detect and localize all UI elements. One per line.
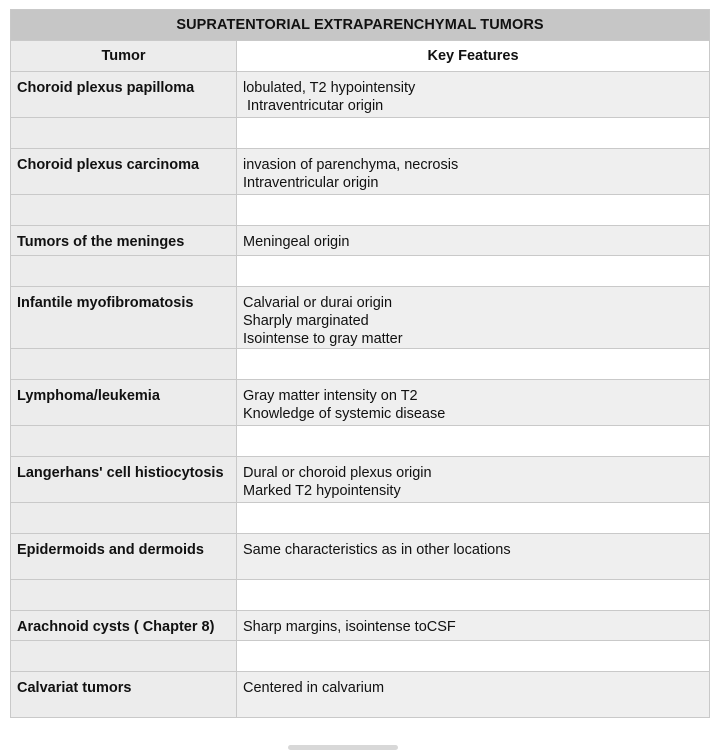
spacer-row	[11, 426, 710, 457]
features-list	[237, 287, 709, 348]
spacer-cell	[11, 503, 237, 534]
tumor-cell	[11, 149, 237, 195]
spacer-cell	[237, 426, 710, 457]
features-list	[237, 672, 709, 697]
table-row	[11, 149, 710, 195]
spacer-row	[11, 118, 710, 149]
spacer-cell	[11, 256, 237, 287]
table-row	[11, 672, 710, 718]
spacer-cell	[11, 580, 237, 611]
features-list	[237, 380, 709, 423]
spacer-cell	[237, 580, 710, 611]
table-row	[11, 287, 710, 349]
feature-line: Dural or choroid plexus origin	[243, 465, 432, 481]
features-list	[237, 72, 709, 115]
spacer-cell	[11, 349, 237, 380]
features-cell	[237, 380, 710, 426]
spacer-row	[11, 349, 710, 380]
spacer-row	[11, 503, 710, 534]
tumor-table	[10, 9, 710, 718]
table-row	[11, 457, 710, 503]
tumor-name: Tumors of the meninges	[17, 234, 185, 250]
tumor-cell	[11, 457, 237, 503]
features-list	[237, 149, 709, 192]
features-cell	[237, 611, 710, 641]
features-cell	[237, 672, 710, 718]
feature-line: invasion of parenchyma, necrosis	[243, 157, 459, 173]
spacer-row	[11, 641, 710, 672]
tumor-cell	[11, 380, 237, 426]
table-title: SUPRATENTORIAL EXTRAPARENCHYMAL TUMORS	[11, 10, 710, 41]
spacer-cell	[237, 256, 710, 287]
tumor-name: Lymphoma/leukemia	[17, 388, 160, 404]
table-row	[11, 611, 710, 641]
spacer-cell	[237, 195, 710, 226]
spacer-cell	[237, 349, 710, 380]
feature-line: Centered in calvarium	[243, 680, 385, 696]
table-row	[11, 226, 710, 256]
tumor-cell	[11, 226, 237, 256]
header-key-features: Key Features	[237, 41, 710, 72]
spacer-cell	[11, 195, 237, 226]
spacer-row	[11, 195, 710, 226]
header-tumor: Tumor	[11, 41, 237, 72]
tumor-name: Choroid plexus carcinoma	[17, 157, 200, 173]
feature-line: Knowledge of systemic disease	[243, 406, 446, 422]
features-list	[237, 534, 709, 559]
features-cell	[237, 287, 710, 349]
tumor-name: Calvariat tumors	[17, 680, 132, 696]
features-list	[237, 226, 709, 251]
spacer-cell	[11, 641, 237, 672]
table-row	[11, 380, 710, 426]
feature-line: Intraventricular origin	[243, 175, 379, 191]
table-row	[11, 534, 710, 580]
spacer-cell	[237, 641, 710, 672]
tumor-name: Epidermoids and dermoids	[17, 542, 204, 558]
tumor-name: Langerhans' cell histiocytosis	[17, 465, 224, 481]
tumor-cell	[11, 534, 237, 580]
feature-line: lobulated, T2 hypointensity	[243, 80, 416, 96]
features-cell	[237, 72, 710, 118]
tumor-cell	[11, 611, 237, 641]
feature-line: Calvarial or durai origin	[243, 295, 393, 311]
tumor-name: Arachnoid cysts ( Chapter 8)	[17, 619, 215, 635]
table-body	[11, 72, 710, 718]
features-cell	[237, 457, 710, 503]
spacer-row	[11, 256, 710, 287]
table-row	[11, 72, 710, 118]
features-cell	[237, 149, 710, 195]
feature-line: Meningeal origin	[243, 234, 350, 250]
features-cell	[237, 226, 710, 256]
feature-line: Gray matter intensity on T2	[243, 388, 418, 404]
features-list	[237, 611, 709, 636]
spacer-row	[11, 580, 710, 611]
features-cell	[237, 534, 710, 580]
spacer-cell	[237, 118, 710, 149]
tumor-name: Choroid plexus papilloma	[17, 80, 195, 96]
feature-line: Isointense to gray matter	[243, 331, 403, 347]
feature-line: Same characteristics as in other locations	[243, 542, 511, 558]
features-list	[237, 457, 709, 500]
spacer-cell	[11, 426, 237, 457]
feature-line: Sharply marginated	[243, 313, 369, 329]
tumor-cell	[11, 72, 237, 118]
tumor-cell	[11, 287, 237, 349]
feature-line: Sharp margins, isointense toCSF	[243, 619, 456, 635]
feature-line: Marked T2 hypointensity	[243, 483, 401, 499]
spacer-cell	[11, 118, 237, 149]
feature-line: Intraventricutar origin	[243, 98, 384, 114]
tumor-name: Infantile myofibromatosis	[17, 295, 194, 311]
spacer-cell	[237, 503, 710, 534]
scroll-indicator[interactable]	[288, 745, 398, 750]
tumor-cell	[11, 672, 237, 718]
document-page	[10, 9, 709, 718]
